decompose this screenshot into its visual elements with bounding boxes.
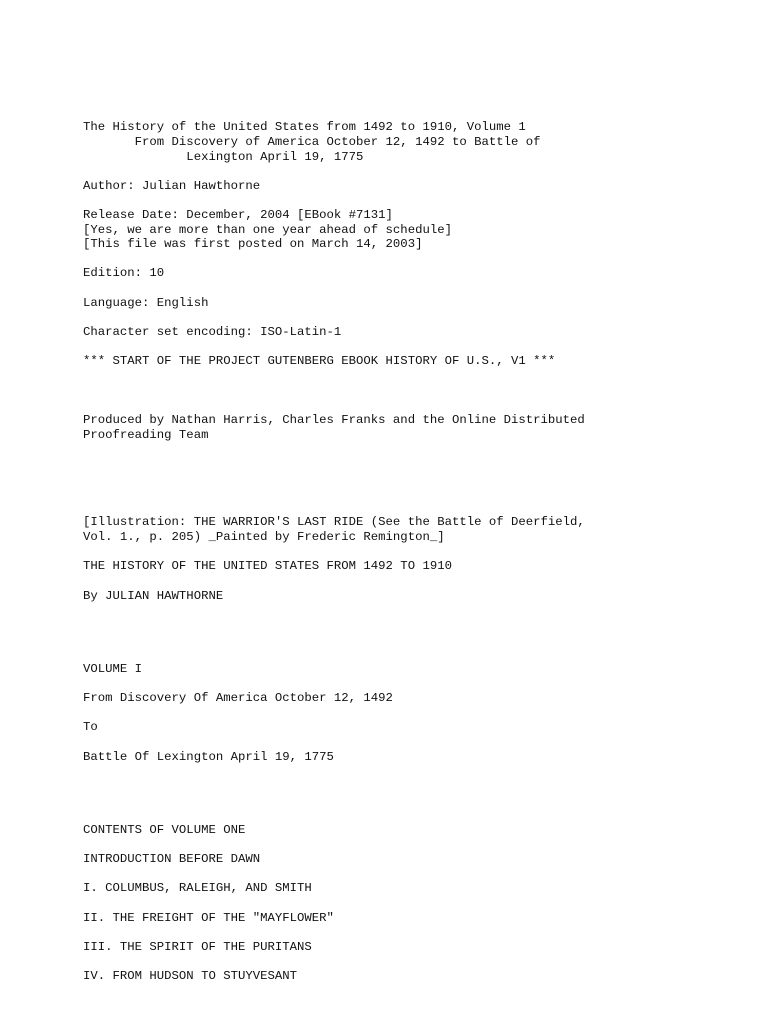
title-line-1: The History of the United States from 1492 to 1910, Volume 1 [83,120,526,134]
contents-heading: CONTENTS OF VOLUME ONE [83,823,246,837]
contents-item: IV. FROM HUDSON TO STUYVESANT [83,969,298,983]
encoding-line: Character set encoding: ISO-Latin-1 [83,325,342,339]
release-date-line: Release Date: December, 2004 [EBook #7131] [83,208,393,222]
contents-item: II. THE FREIGHT OF THE "MAYFLOWER" [83,911,334,925]
volume-to: To [83,720,98,734]
edition-line: Edition: 10 [83,266,165,280]
contents-item: I. COLUMBUS, RALEIGH, AND SMITH [83,881,312,895]
volume-from: From Discovery Of America October 12, 1492 [83,691,393,705]
produced-by-line-2: Proofreading Team [83,428,209,442]
contents-item: III. THE SPIRIT OF THE PURITANS [83,940,312,954]
main-title: THE HISTORY OF THE UNITED STATES FROM 1492 TO 1910 [83,559,452,573]
release-note-1: [Yes, we are more than one year ahead of schedule] [83,223,452,237]
title-line-2: From Discovery of America October 12, 1492 to Battle of [83,135,541,149]
illustration-line-2: Vol. 1., p. 205) _Painted by Frederic Remington_] [83,530,445,544]
illustration-line-1: [Illustration: THE WARRIOR'S LAST RIDE (See the Battle of Deerfield, [83,515,585,529]
start-marker: *** START OF THE PROJECT GUTENBERG EBOOK HISTORY OF U.S., V1 *** [83,354,556,368]
author-line: Author: Julian Hawthorne [83,179,261,193]
produced-by-line-1: Produced by Nathan Harris, Charles Franks and the Online Distributed [83,413,585,427]
title-line-3: Lexington April 19, 1775 [83,150,364,164]
byline: By JULIAN HAWTHORNE [83,589,224,603]
language-line: Language: English [83,296,209,310]
release-note-2: [This file was first posted on March 14, 2003] [83,237,423,251]
volume-until: Battle Of Lexington April 19, 1775 [83,750,334,764]
volume-heading: VOLUME I [83,662,143,676]
contents-item: INTRODUCTION BEFORE DAWN [83,852,261,866]
